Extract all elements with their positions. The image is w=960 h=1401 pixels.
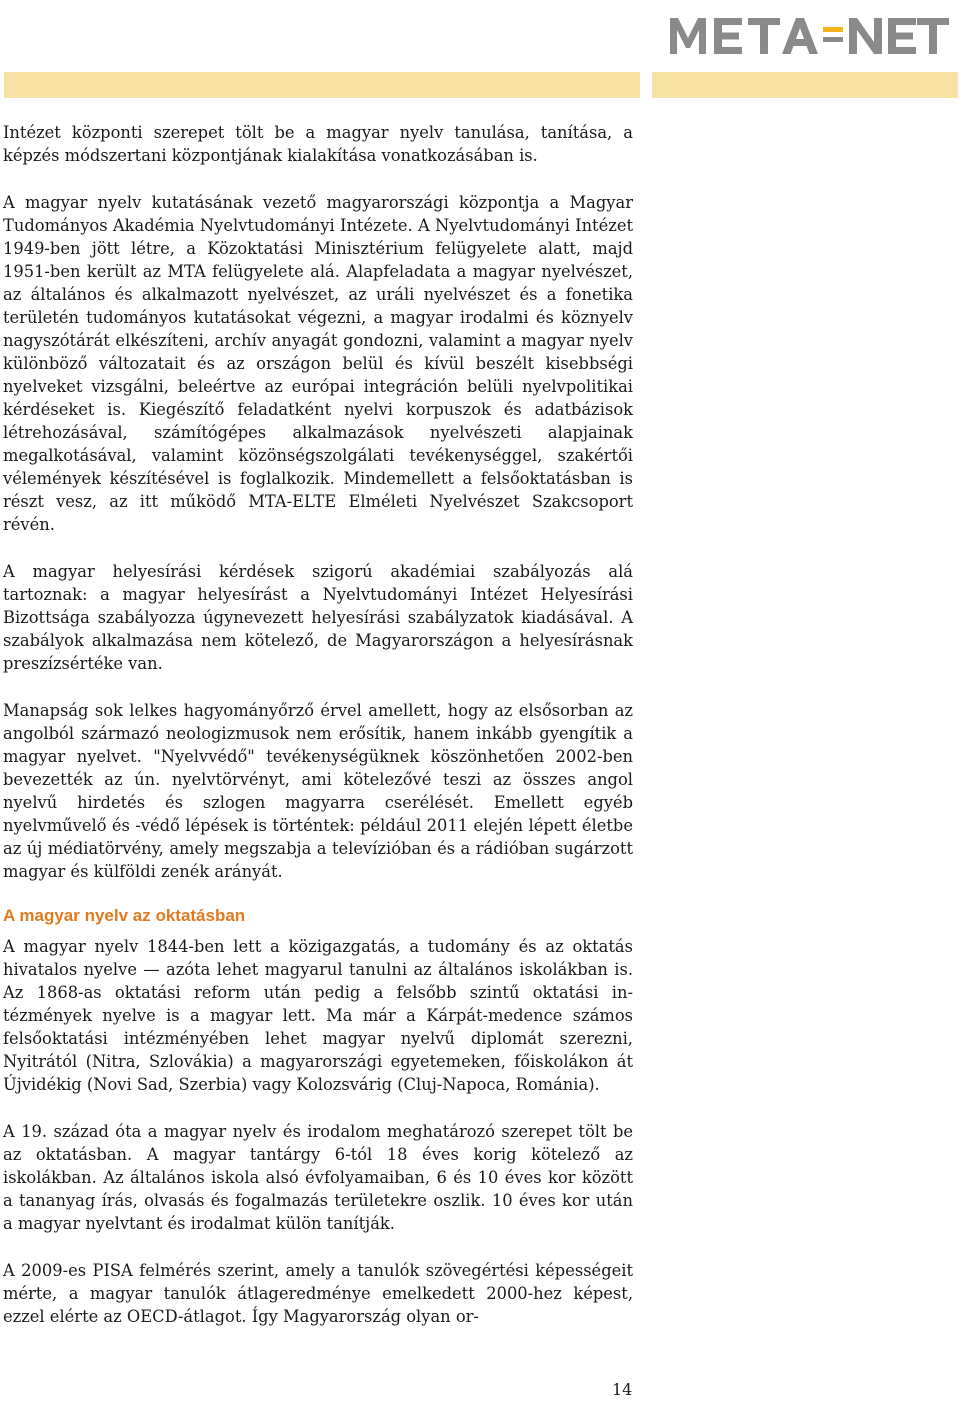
page-number: 14 [612,1380,633,1399]
meta-net-logo [668,10,950,60]
document-body [3,121,633,1352]
paragraph: Manapság sok lelkes hagyományőrző érvel amellett, hogy az elsősorban az angolból származó neologizmusok nem erősítik, hanem inkább gyengítik a magyar nyelvet. "Nyelvvédő" tevékenységüknek köszönhetően 2002-ben bevezették az ún. nyelvtörvényt, ami kötelezővé teszi az összes angol nyelvű hirdetés és szlogen magyarra cserélését. Emellett egyéb nyelvművelő és -védő lépések is történtek: például 2011 elején lépett életbe az új médiatörvény, amely megszabja a televízióban és a rádióban sugárzott magyar és külföldi zenék arányát. [3,701,633,881]
header-band-right [652,72,958,98]
paragraph: A magyar nyelv kutatásának vezető magyarországi központja a Magyar Tudományos Akadémia Nyelvtudományi Intézete. A Nyelvtudományi Intézet 1949-ben jött létre, a Közoktatási Minisztérium felügyelete alatt, majd 1951-ben került az MTA felügyelete alá. Alapfeladata a magyar nyelvészet, az általános és alkalmazott nyelvészet, az uráli nyelvészet és a fonetika területén tudományos kutatásokat végezni, a magyar irodalmi és köznyelv nagyszótárát elkészíteni, archív anyagát gondozni, valamint a magyar nyelv különböző változatait és az országon belül és kívül beszélt kisebbségi nyelveket vizsgálni, beleértve az európai integráción belüli nyelvpolitikai kérdéseket is. Kiegészítő feladatként nyelvi korpuszok és adatbázisok létrehozásával, számítógépes alkalmazások nyelvészeti alapjainak megalkotásával, valamint közönségszolgálati tevékenységgel, szakértői vélemények készítésével is foglalkozik. Mindemellett a felsőoktatásban is részt vesz, az itt működő MTA-ELTE Elméleti Nyelvészet Szakcsoport révén. [3,193,633,534]
paragraph: A 19. század óta a magyar nyelv és irodalom meghatározó szerepet tölt be az oktatásban. A magyar tantárgy 6-tól 18 éves korig kötelező az iskolákban. Az általános iskola alsó évfolyamaiban, 6 és 10 éves kor között a tananyag írás, olvasás és fogalmazás területekre oszlik. 10 éves kor után a magyar nyelvtant és irodalmat külön tanítják. [3,1122,633,1233]
paragraph: A magyar nyelv 1844-ben lett a közigazgatás, a tudomány és az oktatás hivatalos nyelve — azóta lehet magyarul tanulni az általános iskolákban is. Az 1868-as oktatási reform után pedig a felsőbb szintű oktatási intézmények nyelve is a magyar lett. Ma már a Kárpát-medence számos felsőoktatási intézményében lehet magyar nyelvű diplomát szerezni, Nyitrától (Nitra, Szlovákia) a magyarországi egyetemeken, főiskolákon át Újvidékig (Novi Sad, Szerbia) vagy Kolozsvárig (Cluj-Napoca, Románia). [3,937,633,1094]
header-band-left [4,72,640,98]
paragraph: A 2009-es PISA felmérés szerint, amely a tanulók szövegértési képességeit mérte, a magyar tanulók átlageredménye emelkedett 2000-hez képest, ezzel elérte az OECD-átlagot. Így Magyarország olyan or- [3,1261,633,1326]
meta-net-logo-graphic [668,10,950,60]
section-heading: A magyar nyelv az oktatásban [3,906,246,925]
paragraph: A magyar helyesírási kérdések szigorú akadémiai szabályozás alá tartoznak: a magyar helyesírást a Nyelvtudományi Intézet Helyesírási Bizottsága szabályozza úgynevezett helyesírási szabályzatok kiadásával. A szabályok alkalmazása nem kötelező, de Magyarországon a helyesírásnak preszízsértéke van. [3,562,633,673]
paragraph: Intézet központi szerepet tölt be a magyar nyelv tanulása, tanítása, a képzés módszertani központjának kialakítása vonatkozásában is. [3,123,633,165]
